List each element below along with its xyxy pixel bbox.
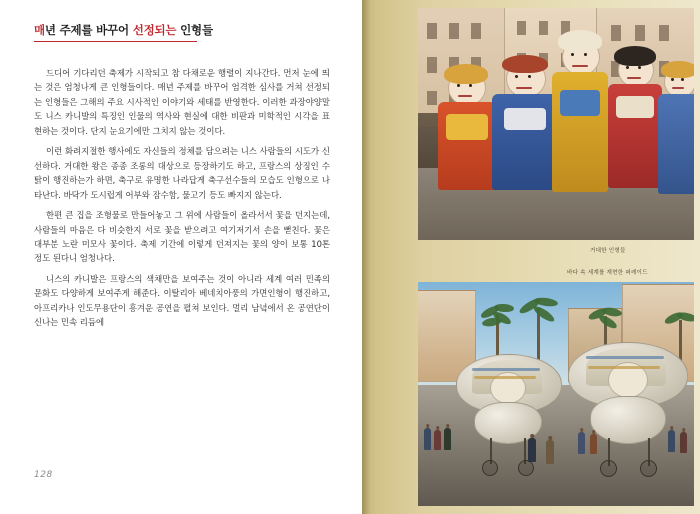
giant-puppet xyxy=(658,66,694,218)
giant-puppet xyxy=(608,52,664,220)
giant-puppet xyxy=(552,38,610,222)
spectator xyxy=(680,432,687,453)
paragraph-3: 한편 큰 집을 조형물로 만들어놓고 그 위에 사람들이 올라서서 꽃을 던지는데, 사람들의 마음은 다 비슷한지 서로 꽃을 받으려고 여기저기서 손을 뻗친다. 꽃은 대부분 노란 미모사 꽃이다. 축제 기간에 이렇게 던져지는 꽃의 양이 보통 10톤 정도 된다니 엄청나다. xyxy=(34,210,330,264)
body-copy xyxy=(34,66,330,336)
photo-caption-top: 거대한 인형들 xyxy=(590,248,626,254)
spectator xyxy=(578,432,585,454)
headline-part-1: 매 xyxy=(34,23,45,37)
spectator xyxy=(444,428,451,450)
spectator xyxy=(546,440,554,464)
spectator xyxy=(668,430,675,452)
spectator xyxy=(528,438,536,462)
gutter-shadow xyxy=(362,0,376,514)
spectator xyxy=(434,430,441,450)
headline-part-4: 인형들 xyxy=(176,23,213,37)
giant-puppet-parade-photo xyxy=(418,8,694,240)
inflatable-float xyxy=(568,342,694,476)
page-title xyxy=(34,22,334,38)
paragraph-1: 드디어 기다리던 축제가 시작되고 참 다채로운 행렬이 지나간다. 먼저 눈에 띄는 것은 엄청나게 큰 인형들이다. 매년 주제를 바꾸어 엄격한 심사를 거쳐 선정되는 인형들은 그해의 주요 시사적인 이야기와 세태를 반영한다. 이러한 과장야양말도 니스 카니발의 특징인 인물의 역사와 현실에 대한 비판과 미학적인 시각을 표현하는 것이다. 단지 눈요기에만 그치지 않는 것이다. xyxy=(34,68,330,136)
giant-puppet xyxy=(436,70,498,220)
page-number: 128 xyxy=(34,470,53,480)
spectator xyxy=(590,434,597,454)
spectator xyxy=(424,428,431,450)
inflatable-float xyxy=(456,354,572,474)
right-photo-page xyxy=(362,0,700,514)
inflatable-pharaoh-float-photo xyxy=(418,282,694,506)
headline-divider xyxy=(34,41,197,42)
paragraph-4: 니스의 카니발은 프랑스의 색채만을 보여주는 것이 아니라 세계 여러 민족의 문화도 다양하게 보여주게 해준다. 이탈리아 베네치아풍의 가면인형이 행진하고, 아프리카나 인도무용단이 흥겨운 공연을 펼쳐 보인다. 멀리 남녘에서 온 공연단이 신나는 민속 리듬에 xyxy=(34,273,330,328)
paragraph-2: 이런 화려지절한 행사에도 자신들의 정체를 담으려는 니스 사람들의 시도가 신선하다. 거대한 왕은 종종 조롱의 대상으로 등장하기도 하고, 프랑스의 상징인 수탉이 행진하는가 하면, 축구로 유명한 나라답게 축구선수들의 모습도 인형으로 나타난다. 바닥가 도시럽게 어부와 잠수함, 물고기 등도 빠지지 않는다. xyxy=(34,146,330,200)
headline-part-3: 선정되는 xyxy=(132,23,177,37)
headline-part-2: 년 주제를 바꾸어 xyxy=(44,23,133,37)
giant-puppet xyxy=(492,60,558,220)
photo-caption-bottom: 바다 속 세계를 재현한 퍼레이드 xyxy=(567,270,648,276)
